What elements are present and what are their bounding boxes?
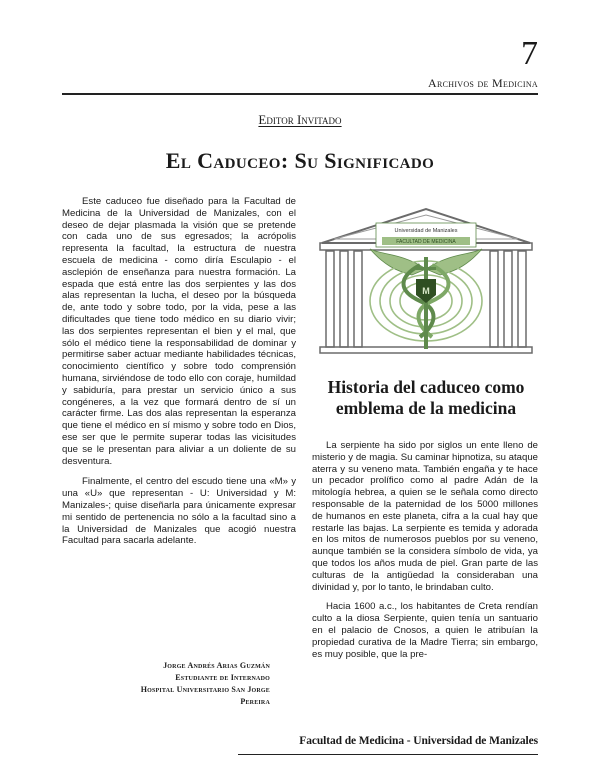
history-title: Historia del caduceo como emblema de la medicina bbox=[327, 377, 525, 418]
right-column bbox=[312, 440, 538, 668]
header-rule bbox=[62, 93, 538, 95]
right-paragraph: La serpiente ha sido por siglos un ente lleno de misterio y de magia. Su caminar hipnotiza, su ataque aterra y su veneno mata. También engaña y te hace un pecador prolífico como al padre Adán de la mitología hebrea, a quien se le señala como directo responsable de la paternidad de los 5000 millones de humanos en este planeta, cifra a la cual hay que restarle las bajas. La serpiente es temida y adorada en los mitos de numerosos pueblos por su veneno, aunque también se la considera símbolo de vida, ya que todos los años muda de piel. Gran parte de las culturas de la antigüedad la consideraban una divinidad y, por lo tanto, le brindaban culto. bbox=[312, 440, 538, 593]
caduceus-figure bbox=[312, 205, 540, 355]
right-paragraph: Hacia 1600 a.c., los habitantes de Creta rendían culto a la diosa Serpiente, quien tenía un santuario en el palacio de Cnosos, a quien le atribuían la propiedad curativa de la Madre Tierra; sin embargo, es muy posible, que la pre- bbox=[312, 601, 538, 660]
footer-text: Facultad de Medicina - Universidad de Manizales bbox=[299, 735, 538, 747]
journal-name: Archivos de Medicina bbox=[428, 76, 538, 90]
signature-name: Jorge Andrés Arias Guzmán bbox=[163, 661, 270, 670]
left-paragraph: Este caduceo fue diseñado para la Facultad de Medicina de la Universidad de Manizales, con el deseo de dejar plasmada la visión que se pretende con cada uno de sus egresados; la acrópolis representa la facultad, la estructura de nuestra escuela de medicina - como diría Esculapio - el asclepión de enseñanza para nuestra formación. La espada que está entre las dos serpientes y las dos alas representan la lucha, el deseo por la búsqueda de, ante todo y sobre todo, por la vida, pese a las dificultades que tiene todo médico en su diario vivir; las dos serpientes representan el bien y el mal, que sólo el médico tiene la responsabilidad de dominar y permitirse saber actuar mediante habilidades técnicas, conocimiento científico y sobre todo comprensión humana, sirviéndose de todo ello con coraje, humildad y sabiduría, para prestar un servicio único a sus congéneres, a la vez que formará dentro de sí un carácter firme. Las dos alas representan la esperanza que tiene el médico en sí mismo y sobre todo en Dios, ese ser que le permite superar todas las vicisitudes que se le presentan para aliviar a un doliente de su desventura. bbox=[62, 196, 296, 467]
caduceus-emblem-icon bbox=[312, 205, 540, 355]
signature-hospital: Hospital Universitario San Jorge bbox=[140, 685, 270, 694]
left-paragraph: Finalmente, el centro del escudo tiene una «M» y una «U» que representan - U: Universidad y M: Manizales-; quise diseñarla para únicamente expresar mi sentido de pertenencia no sólo a la facultad sino a la Universidad de Manizales que acogió nuestra Facultad para sacarla adelante. bbox=[62, 476, 296, 547]
footer-rule bbox=[238, 754, 538, 755]
left-column bbox=[62, 196, 296, 556]
section-label: Editor Invitado bbox=[258, 112, 342, 127]
signature-city: Pereira bbox=[240, 697, 270, 706]
signature-role: Estudiante de Internado bbox=[175, 673, 270, 682]
svg-text:M: M bbox=[422, 286, 430, 296]
figure-banner-line1: Universidad de Manizales bbox=[394, 228, 458, 234]
page-number: 7 bbox=[521, 35, 538, 72]
figure-banner-line2: FACULTAD DE MEDICINA bbox=[396, 239, 456, 245]
signature bbox=[141, 660, 270, 708]
article-title: El Caduceo: Su Significado bbox=[165, 148, 435, 173]
